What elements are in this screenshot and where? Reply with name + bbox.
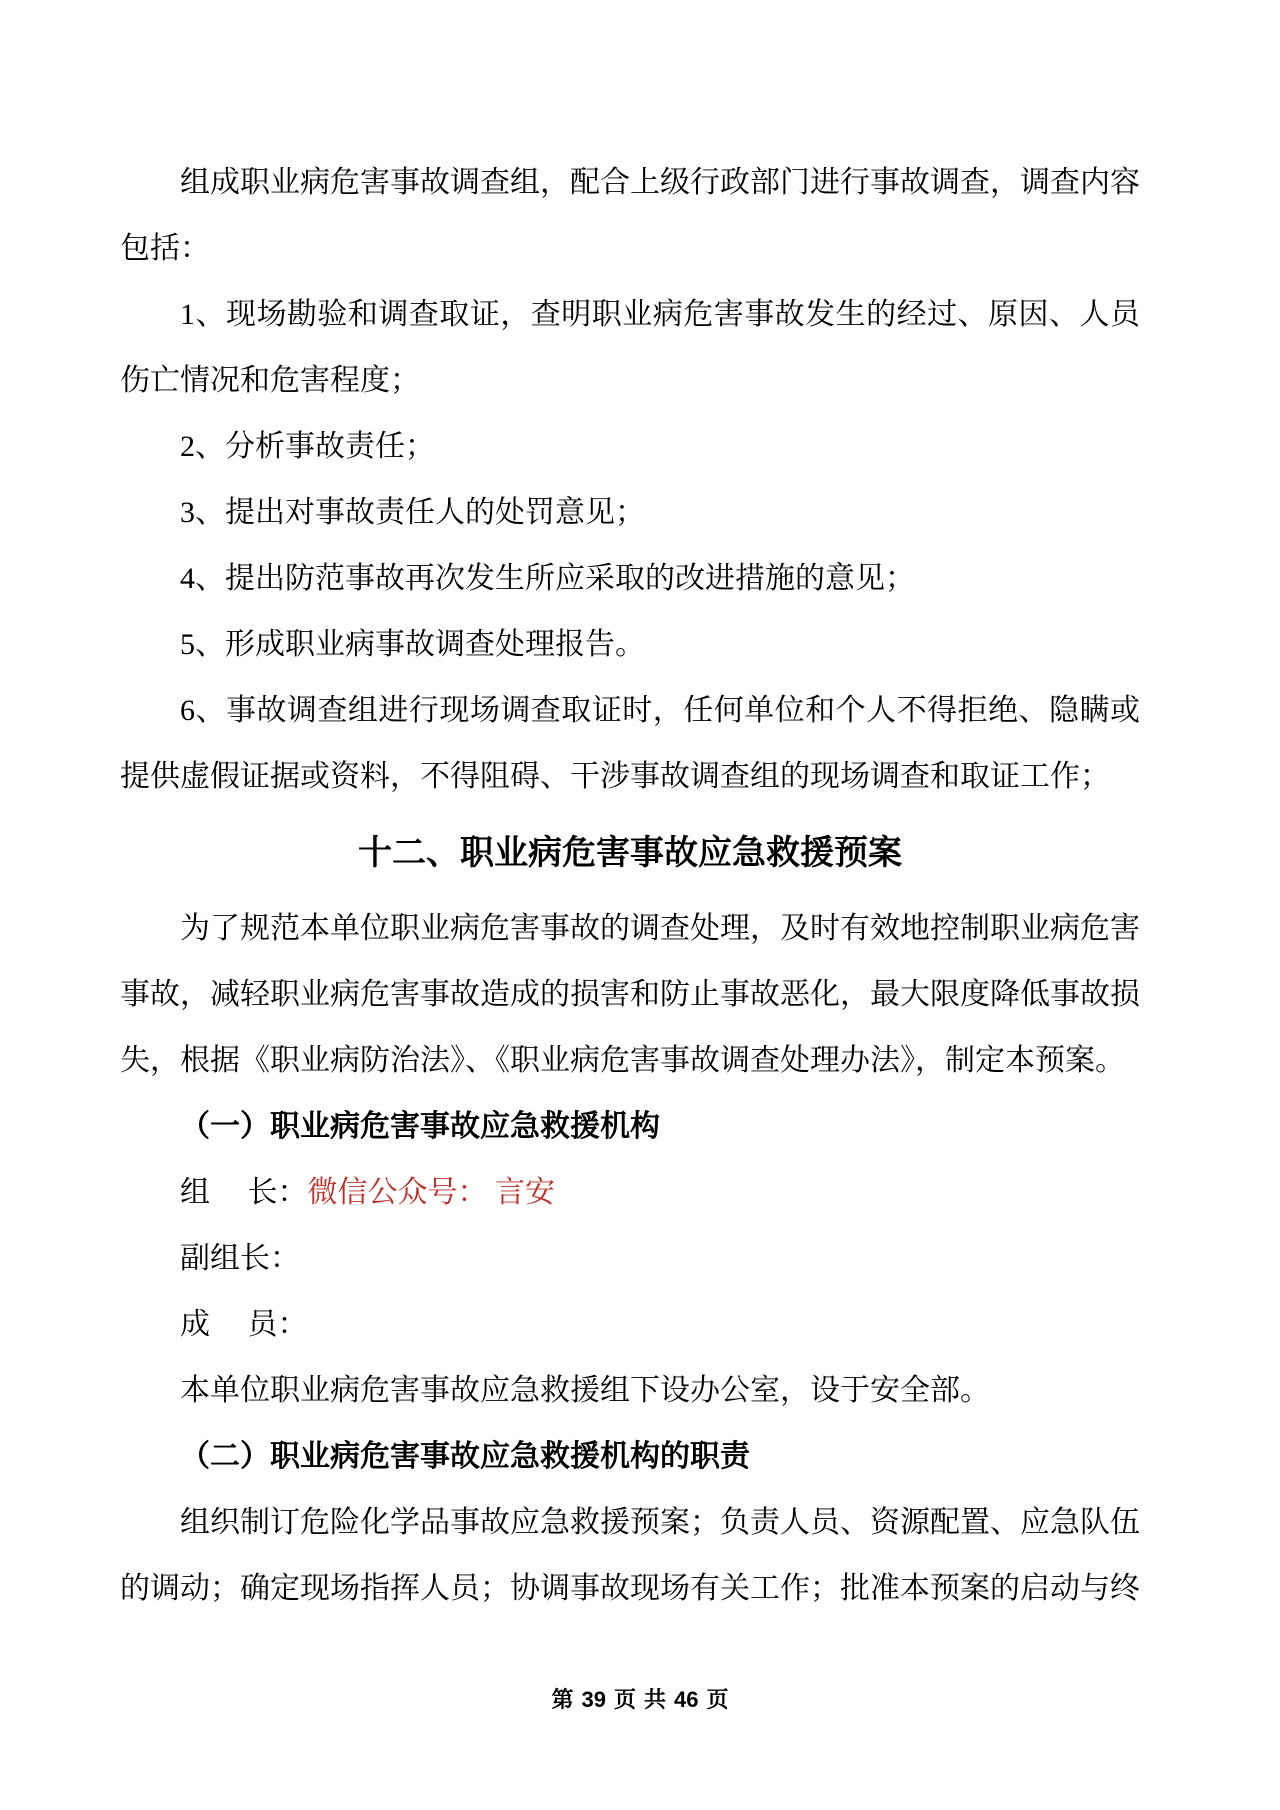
- list-item-5: 5、形成职业病事故调查处理报告。: [180, 628, 645, 661]
- subsection-heading-rescue-duties: （二）职业病危害事故应急救援机构的职责: [180, 1440, 750, 1473]
- deputy-leader-line: 副组长：: [180, 1242, 300, 1275]
- footer-page-number: 39: [581, 1687, 606, 1712]
- paragraph-section-preface: 为了规范本单位职业病危害事故的调查处理，及时有效地控制职业病危害事故，减轻职业病危害事故造成的损害和防止事故恶化，最大限度降低事故损失，根据《职业病防治法》、《职业病危害事故调查处理办法》，制定本预案。: [120, 912, 1140, 1077]
- document-content: [120, 150, 1140, 1622]
- members-line: 成 员：: [180, 1308, 308, 1341]
- leader-label: 组 长：: [180, 1176, 308, 1209]
- page-footer: [0, 1680, 1280, 1720]
- paragraph-office-note: 本单位职业病危害事故应急救援组下设办公室，设于安全部。: [180, 1374, 990, 1407]
- footer-total-pages: 46: [674, 1687, 699, 1712]
- footer-suffix: 页: [706, 1687, 729, 1712]
- list-item-4: 4、提出防范事故再次发生所应采取的改进措施的意见；: [180, 562, 915, 595]
- footer-infix-page: 页: [613, 1687, 636, 1712]
- list-item-6: 6、事故调查组进行现场调查取证时，任何单位和个人不得拒绝、隐瞒或提供虚假证据或资料，不得阻碍、干涉事故调查组的现场调查和取证工作；: [120, 694, 1140, 793]
- list-item-1: 1、现场勘验和调查取证，查明职业病危害事故发生的经过、原因、人员伤亡情况和危害程度；: [120, 298, 1140, 397]
- subsection-heading-rescue-org: （一）职业病危害事故应急救援机构: [180, 1110, 660, 1143]
- paragraph-investigation-intro: 组成职业病危害事故调查组，配合上级行政部门进行事故调查，调查内容包括：: [120, 166, 1140, 265]
- section-heading: 十二、职业病危害事故应急救援预案: [358, 834, 902, 872]
- paragraph-duties: 组织制订危险化学品事故应急救援预案；负责人员、资源配置、应急队伍的调动；确定现场指挥人员；协调事故现场有关工作；批准本预案的启动与终: [120, 1506, 1140, 1605]
- leader-value-red-text: 微信公众号： 言安: [307, 1176, 555, 1209]
- list-item-3: 3、提出对事故责任人的处罚意见；: [180, 496, 645, 529]
- leader-line: [120, 1160, 1140, 1226]
- footer-prefix: 第: [551, 1687, 574, 1712]
- footer-infix-total: 共: [644, 1687, 667, 1712]
- list-item-2: 2、分析事故责任；: [180, 430, 435, 463]
